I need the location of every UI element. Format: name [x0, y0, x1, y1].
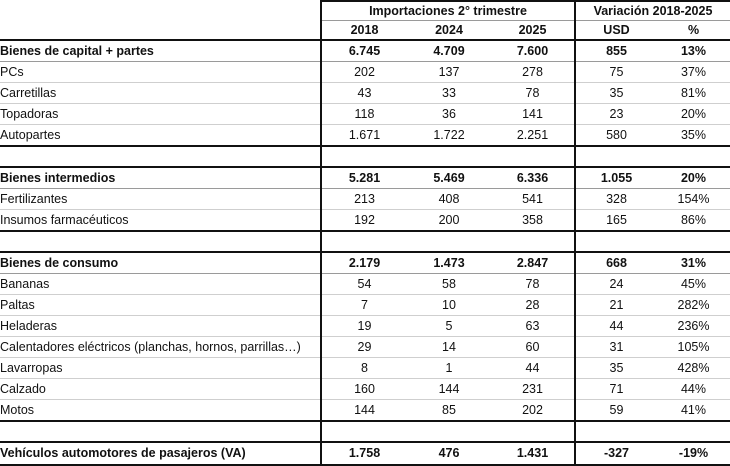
column-header-row: [0, 21, 730, 41]
row-value-usd: 59: [575, 400, 657, 422]
row-value-2025: 231: [491, 379, 575, 400]
row-value-2025: 278: [491, 62, 575, 83]
section-value-2018: 6.745: [321, 40, 407, 62]
group-header-variation: Variación 2018-2025: [575, 1, 730, 21]
final-row-value-2024: 476: [407, 442, 491, 465]
row-label: Insumos farmacéuticos: [0, 210, 321, 232]
spacer-cell: [575, 146, 657, 167]
row-value-pct: 45%: [657, 274, 730, 295]
column-header-2018: 2018: [321, 21, 407, 41]
row-value-pct: 20%: [657, 104, 730, 125]
row-value-usd: 21: [575, 295, 657, 316]
row-value-pct: 44%: [657, 379, 730, 400]
spacer-cell: [657, 231, 730, 252]
spacer-cell: [491, 146, 575, 167]
section-value-2024: 4.709: [407, 40, 491, 62]
row-value-2025: 2.251: [491, 125, 575, 147]
row-value-usd: 165: [575, 210, 657, 232]
final-total-row: [0, 442, 730, 465]
spacer-cell: [407, 231, 491, 252]
table-row: [0, 274, 730, 295]
row-label: Calentadores eléctricos (planchas, hornos, parrillas…): [0, 337, 321, 358]
group-header-row: [0, 1, 730, 21]
section-total-row: [0, 40, 730, 62]
row-value-2025: 541: [491, 189, 575, 210]
section-value-2025: 6.336: [491, 167, 575, 189]
row-value-2018: 192: [321, 210, 407, 232]
spacer-cell: [0, 231, 321, 252]
table-row: [0, 295, 730, 316]
spacer-cell: [407, 421, 491, 442]
spacer-cell: [407, 146, 491, 167]
spacer-cell: [0, 421, 321, 442]
row-value-pct: 81%: [657, 83, 730, 104]
row-label: PCs: [0, 62, 321, 83]
row-value-2025: 78: [491, 274, 575, 295]
spacer-cell: [321, 231, 407, 252]
section-value-2018: 5.281: [321, 167, 407, 189]
row-value-2025: 358: [491, 210, 575, 232]
column-header-usd: USD: [575, 21, 657, 41]
section-value-usd: 668: [575, 252, 657, 274]
row-value-2024: 10: [407, 295, 491, 316]
row-value-2025: 44: [491, 358, 575, 379]
table-row: [0, 125, 730, 147]
row-value-2024: 137: [407, 62, 491, 83]
table-row: [0, 189, 730, 210]
row-value-2025: 78: [491, 83, 575, 104]
final-row-value-usd: -327: [575, 442, 657, 465]
row-value-2025: 60: [491, 337, 575, 358]
spacer-cell: [657, 146, 730, 167]
row-value-2024: 408: [407, 189, 491, 210]
row-value-2018: 160: [321, 379, 407, 400]
row-value-2018: 54: [321, 274, 407, 295]
spacer-cell: [657, 421, 730, 442]
row-value-2024: 1.722: [407, 125, 491, 147]
row-value-2024: 14: [407, 337, 491, 358]
row-value-usd: 44: [575, 316, 657, 337]
spacer-cell: [321, 421, 407, 442]
row-value-2025: 63: [491, 316, 575, 337]
section-value-2024: 5.469: [407, 167, 491, 189]
section-spacer-row: [0, 421, 730, 442]
section-label: Bienes de consumo: [0, 252, 321, 274]
row-label: Calzado: [0, 379, 321, 400]
group-header-imports: Importaciones 2° trimestre: [321, 1, 575, 21]
row-value-usd: 23: [575, 104, 657, 125]
table-row: [0, 83, 730, 104]
final-row-value-2018: 1.758: [321, 442, 407, 465]
final-row-value-2025: 1.431: [491, 442, 575, 465]
section-value-pct: 20%: [657, 167, 730, 189]
row-value-usd: 35: [575, 83, 657, 104]
table-row: [0, 104, 730, 125]
spacer-cell: [491, 421, 575, 442]
row-value-pct: 86%: [657, 210, 730, 232]
row-value-2024: 144: [407, 379, 491, 400]
section-total-row: [0, 167, 730, 189]
row-value-2024: 58: [407, 274, 491, 295]
row-value-2018: 29: [321, 337, 407, 358]
row-value-2018: 8: [321, 358, 407, 379]
section-value-2025: 7.600: [491, 40, 575, 62]
row-value-2024: 200: [407, 210, 491, 232]
row-value-2018: 19: [321, 316, 407, 337]
row-value-2024: 85: [407, 400, 491, 422]
section-value-2025: 2.847: [491, 252, 575, 274]
row-value-usd: 35: [575, 358, 657, 379]
row-label: Topadoras: [0, 104, 321, 125]
row-value-usd: 75: [575, 62, 657, 83]
row-value-2024: 5: [407, 316, 491, 337]
section-value-pct: 31%: [657, 252, 730, 274]
row-value-2018: 1.671: [321, 125, 407, 147]
section-value-2024: 1.473: [407, 252, 491, 274]
row-value-2025: 28: [491, 295, 575, 316]
section-label: Bienes de capital + partes: [0, 40, 321, 62]
spacer-cell: [575, 421, 657, 442]
table-row: [0, 316, 730, 337]
group-header-spacer: [0, 1, 321, 21]
section-spacer-row: [0, 146, 730, 167]
section-value-usd: 855: [575, 40, 657, 62]
row-value-pct: 35%: [657, 125, 730, 147]
row-value-2025: 202: [491, 400, 575, 422]
row-value-2018: 43: [321, 83, 407, 104]
section-label: Bienes intermedios: [0, 167, 321, 189]
section-value-pct: 13%: [657, 40, 730, 62]
spacer-cell: [321, 146, 407, 167]
final-row-label: Vehículos automotores de pasajeros (VA): [0, 442, 321, 465]
row-label: Motos: [0, 400, 321, 422]
column-header-2025: 2025: [491, 21, 575, 41]
row-label: Lavarropas: [0, 358, 321, 379]
section-spacer-row: [0, 231, 730, 252]
row-value-pct: 105%: [657, 337, 730, 358]
column-header-2024: 2024: [407, 21, 491, 41]
table-row: [0, 400, 730, 422]
column-header-pct: %: [657, 21, 730, 41]
row-value-pct: 428%: [657, 358, 730, 379]
row-value-usd: 580: [575, 125, 657, 147]
table-row: [0, 358, 730, 379]
row-value-2024: 1: [407, 358, 491, 379]
row-value-2018: 7: [321, 295, 407, 316]
row-value-2018: 118: [321, 104, 407, 125]
row-label: Bananas: [0, 274, 321, 295]
section-total-row: [0, 252, 730, 274]
row-label: Paltas: [0, 295, 321, 316]
spacer-cell: [491, 231, 575, 252]
row-value-usd: 31: [575, 337, 657, 358]
row-value-2018: 213: [321, 189, 407, 210]
row-value-pct: 37%: [657, 62, 730, 83]
final-row-value-pct: -19%: [657, 442, 730, 465]
table-body: [0, 1, 730, 465]
row-value-2024: 36: [407, 104, 491, 125]
section-value-usd: 1.055: [575, 167, 657, 189]
row-value-2018: 202: [321, 62, 407, 83]
row-label: Carretillas: [0, 83, 321, 104]
row-label: Heladeras: [0, 316, 321, 337]
row-value-pct: 154%: [657, 189, 730, 210]
row-value-2024: 33: [407, 83, 491, 104]
row-label: Autopartes: [0, 125, 321, 147]
row-value-pct: 282%: [657, 295, 730, 316]
table-row: [0, 337, 730, 358]
spacer-cell: [0, 146, 321, 167]
row-value-pct: 236%: [657, 316, 730, 337]
table-row: [0, 379, 730, 400]
row-value-usd: 71: [575, 379, 657, 400]
row-value-usd: 24: [575, 274, 657, 295]
row-value-2018: 144: [321, 400, 407, 422]
spacer-cell: [575, 231, 657, 252]
row-label: Fertilizantes: [0, 189, 321, 210]
row-value-usd: 328: [575, 189, 657, 210]
section-value-2018: 2.179: [321, 252, 407, 274]
row-value-pct: 41%: [657, 400, 730, 422]
table-row: [0, 62, 730, 83]
table-row: [0, 210, 730, 232]
row-value-2025: 141: [491, 104, 575, 125]
column-header-spacer: [0, 21, 321, 41]
